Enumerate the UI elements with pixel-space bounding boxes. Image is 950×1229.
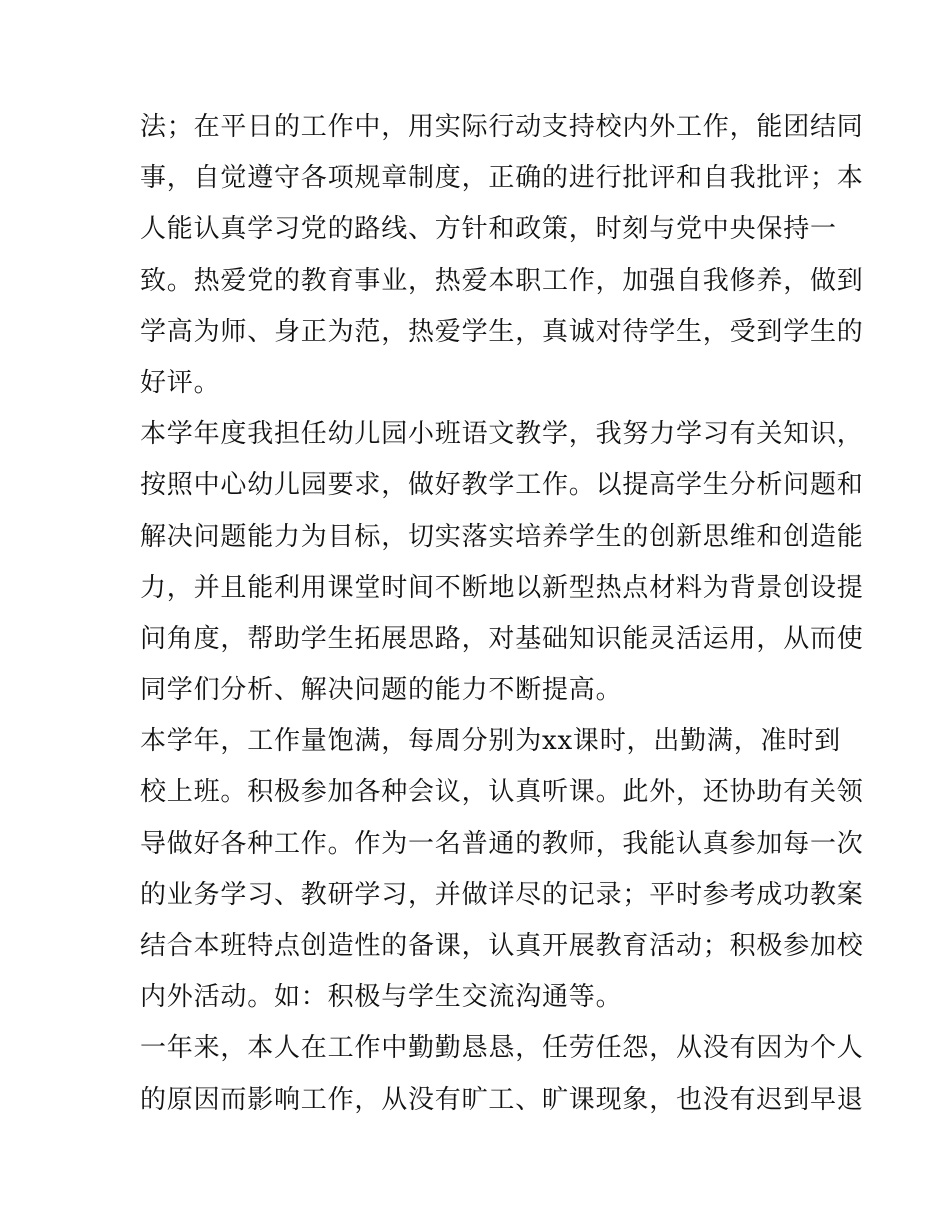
paragraph xyxy=(140,102,864,409)
text-line: 好评。 xyxy=(140,367,221,398)
text-line: 按照中心幼儿园要求，做好教学工作。以提高学生分析问题和 xyxy=(140,470,864,501)
text-line: 同学们分析、解决问题的能力不断提高。 xyxy=(140,675,623,706)
text-line: 结合本班特点创造性的备课，认真开展教育活动；积极参加校 xyxy=(140,931,864,961)
text-line: 的原因而影响工作，从没有旷工、旷课现象，也没有迟到早退 xyxy=(140,1084,864,1115)
text-line: 事，自觉遵守各项规章制度，正确的进行批评和自我批评；本 xyxy=(140,163,864,194)
text-line: 致。热爱党的教育事业，热爱本职工作，加强自我修养，做到 xyxy=(140,265,864,296)
text-line: 导做好各种工作。作为一名普通的教师，我能认真参加每一次 xyxy=(140,828,864,859)
text-line: 的业务学习、教研学习，并做详尽的记录；平时参考成功教案 xyxy=(140,879,864,910)
text-line: 法；在平日的工作中，用实际行动支持校内外工作，能团结同 xyxy=(140,112,864,142)
paragraph xyxy=(140,716,864,1023)
paragraph xyxy=(140,1023,864,1125)
text-line: 解决问题能力为目标，切实落实培养学生的创新思维和创造能 xyxy=(140,521,864,552)
text-line: 问角度，帮助学生拓展思路，对基础知识能灵活运用，从而使 xyxy=(140,623,864,654)
text-line: 力，并且能利用课堂时间不断地以新型热点材料为背景创设提 xyxy=(140,572,864,603)
text-line: 一年来，本人在工作中勤勤恳恳，任劳任怨，从没有因为个人 xyxy=(140,1033,864,1064)
text-line: 内外活动。如：积极与学生交流沟通等。 xyxy=(140,982,623,1013)
document-page xyxy=(140,102,864,1126)
text-line: 学高为师、身正为范，热爱学生，真诚对待学生，受到学生的 xyxy=(140,316,864,347)
text-line: 本学年，工作量饱满，每周分别为xx课时，出勤满，准时到 xyxy=(140,726,841,757)
text-line: 人能认真学习党的路线、方针和政策，时刻与党中央保持一 xyxy=(140,214,837,245)
text-line: 本学年度我担任幼儿园小班语文教学，我努力学习有关知识， xyxy=(140,419,864,450)
text-line: 校上班。积极参加各种会议，认真听课。此外，还协助有关领 xyxy=(140,777,864,808)
paragraph xyxy=(140,409,864,716)
